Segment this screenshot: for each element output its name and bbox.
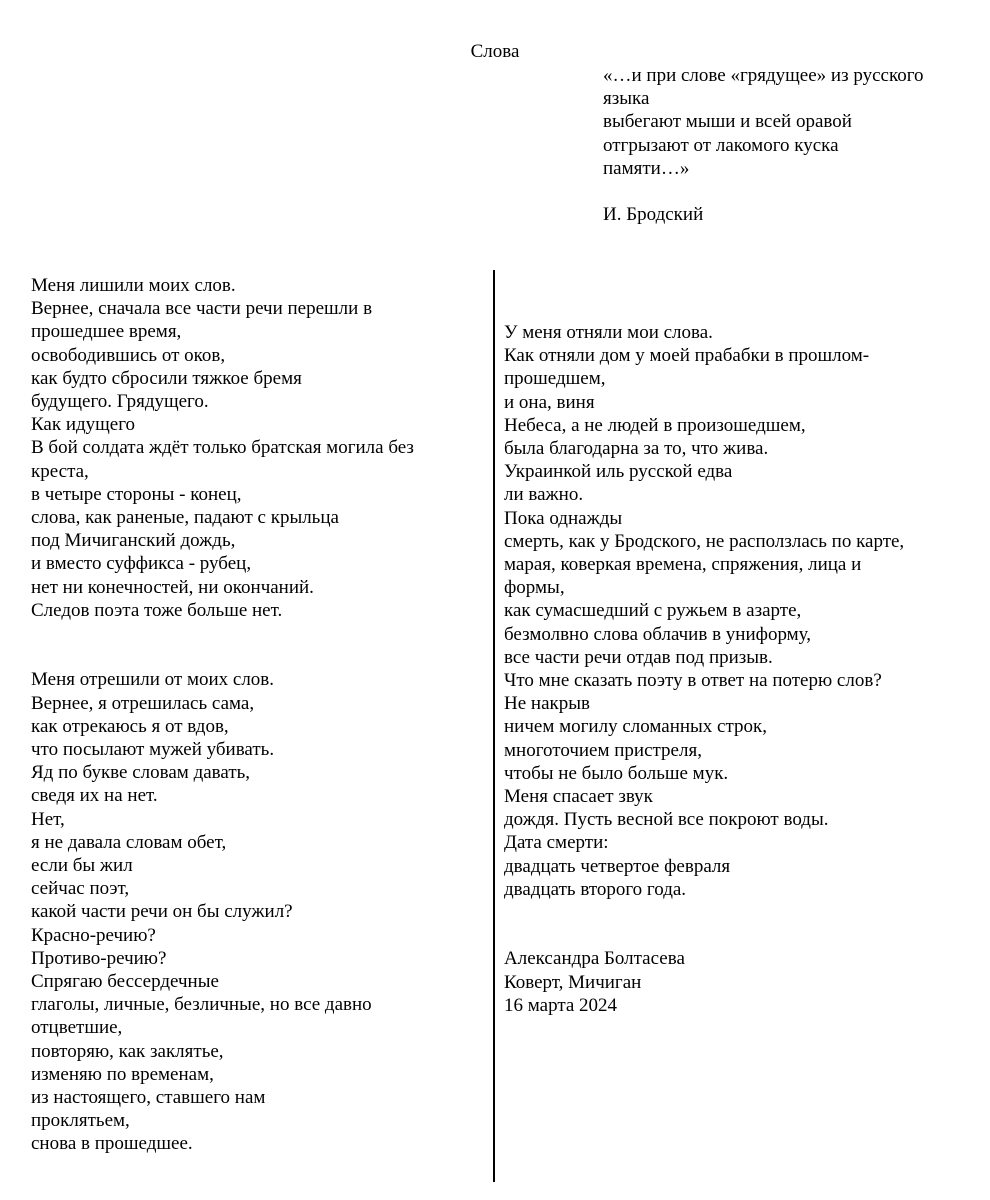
- poem-line: проклятьем,: [31, 1110, 130, 1132]
- poem-line: прошедшее время,: [31, 321, 182, 343]
- poem-line: была благодарна за то, что жива.: [504, 438, 769, 460]
- left-stanza-2: [31, 668, 481, 1155]
- poem-line: Вернее, я отрешилась сама,: [31, 692, 255, 714]
- poem-line: и она, виня: [504, 391, 595, 413]
- poem-line: Дата смерти:: [504, 832, 609, 854]
- epigraph-line: выбегают мыши и всей оравой: [603, 111, 852, 133]
- poem-line: смерть, как у Бродского, не расползлась по карте,: [504, 530, 905, 552]
- poem-line: все части речи отдав под призыв.: [504, 646, 773, 668]
- poem-line: будущего. Грядущего.: [31, 391, 209, 413]
- poem-line: Меня отрешили от моих слов.: [31, 669, 275, 691]
- signature-place: Коверт, Мичиган: [504, 971, 642, 993]
- poem-title: Слова: [470, 41, 520, 62]
- poem-line: ли важно.: [504, 484, 584, 506]
- poem-line: сведя их на нет.: [31, 785, 158, 807]
- poem-line: В бой солдата ждёт только братская могила без: [31, 437, 414, 459]
- stanza-break: [31, 622, 481, 645]
- poem-line: Пока однажды: [504, 507, 623, 529]
- poem-line: Меня спасает звук: [504, 786, 653, 808]
- poem-line: Как идущего: [31, 414, 136, 436]
- poem-line: повторяю, как заклятье,: [31, 1040, 224, 1062]
- epigraph-line: языка: [603, 88, 650, 110]
- poem-line: Нет,: [31, 808, 65, 830]
- poem-line: снова в прошедшее.: [31, 1133, 193, 1155]
- poem-line: Как отняли дом у моей прабабки в прошлом-: [504, 345, 870, 367]
- epigraph-author: И. Бродский: [603, 204, 704, 226]
- poem-line: марая, коверкая времена, спряжения, лица и: [504, 554, 862, 576]
- poem-line: из настоящего, ставшего нам: [31, 1087, 266, 1109]
- signature-date: 16 марта 2024: [504, 994, 618, 1016]
- poem-line: в четыре стороны - конец,: [31, 483, 242, 505]
- poem-line: глаголы, личные, безличные, но все давно: [31, 994, 372, 1016]
- column-divider: [493, 270, 495, 1182]
- poem-line: как будто сбросили тяжкое бремя: [31, 367, 302, 389]
- poem-line: Следов поэта тоже больше нет.: [31, 599, 283, 621]
- epigraph-line: «…и при слове «грядущее» из русского: [603, 65, 924, 86]
- poem-line: Небеса, а не людей в произошедшем,: [504, 414, 806, 436]
- epigraph-line: отгрызают от лакомого куска: [603, 134, 839, 156]
- poem-line: креста,: [31, 460, 89, 482]
- poem-line: двадцать четвертое февраля: [504, 855, 731, 877]
- right-column: [504, 321, 974, 1017]
- poem-line: Яд по букве словам давать,: [31, 762, 251, 784]
- poem-line: слова, как раненые, падают с крыльца: [31, 507, 339, 529]
- poem-line: как сумасшедший с ружьем в азарте,: [504, 600, 802, 622]
- poem-line: Что мне сказать поэту в ответ на потерю слов?: [504, 670, 882, 692]
- poem-line: У меня отняли мои слова.: [504, 322, 713, 343]
- right-stanza: [504, 321, 974, 901]
- poem-line: нет ни конечностей, ни окончаний.: [31, 576, 314, 598]
- poem-line: Не накрыв: [504, 693, 590, 715]
- signature-author: Александра Болтасева: [504, 948, 685, 970]
- signature: [504, 947, 974, 1017]
- poem-line: освободившись от оков,: [31, 344, 226, 366]
- poem-line: какой части речи он бы служил?: [31, 901, 293, 923]
- left-column: [31, 274, 481, 1156]
- poem-line: Красно-речию?: [31, 924, 156, 946]
- poem-line: многоточием пристреля,: [504, 739, 702, 761]
- stanza-break: [31, 645, 481, 668]
- poem-line: прошедшем,: [504, 368, 606, 390]
- poem-line: Спрягаю бессердечные: [31, 971, 219, 993]
- poem-line: под Мичиганский дождь,: [31, 530, 236, 552]
- poem-line: отцветшие,: [31, 1017, 123, 1039]
- poem-line: и вместо суффикса - рубец,: [31, 553, 252, 575]
- poem-line: безмолвно слова облачив в униформу,: [504, 623, 812, 645]
- poem-line: дождя. Пусть весной все покроют воды.: [504, 809, 829, 831]
- epigraph: [603, 64, 983, 226]
- poem-line: Меня лишили моих слов.: [31, 275, 236, 296]
- poem-line: Противо-речию?: [31, 947, 167, 969]
- poem-line: ничем могилу сломанных строк,: [504, 716, 767, 738]
- poem-line: Украинкой иль русской едва: [504, 461, 733, 483]
- poem-line: я не давала словам обет,: [31, 831, 227, 853]
- left-stanza-1: [31, 274, 481, 622]
- poem-line: если бы жил: [31, 855, 133, 877]
- epigraph-line: памяти…»: [603, 157, 690, 179]
- poem-line: изменяю по временам,: [31, 1063, 214, 1085]
- poem-line: что посылают мужей убивать.: [31, 739, 275, 761]
- poem-line: двадцать второго года.: [504, 878, 687, 900]
- poem-line: формы,: [504, 577, 565, 599]
- poem-line: сейчас поэт,: [31, 878, 130, 900]
- poem-line: как отрекаюсь я от вдов,: [31, 715, 229, 737]
- poem-line: Вернее, сначала все части речи перешли в: [31, 298, 373, 320]
- poem-line: чтобы не было больше мук.: [504, 762, 729, 784]
